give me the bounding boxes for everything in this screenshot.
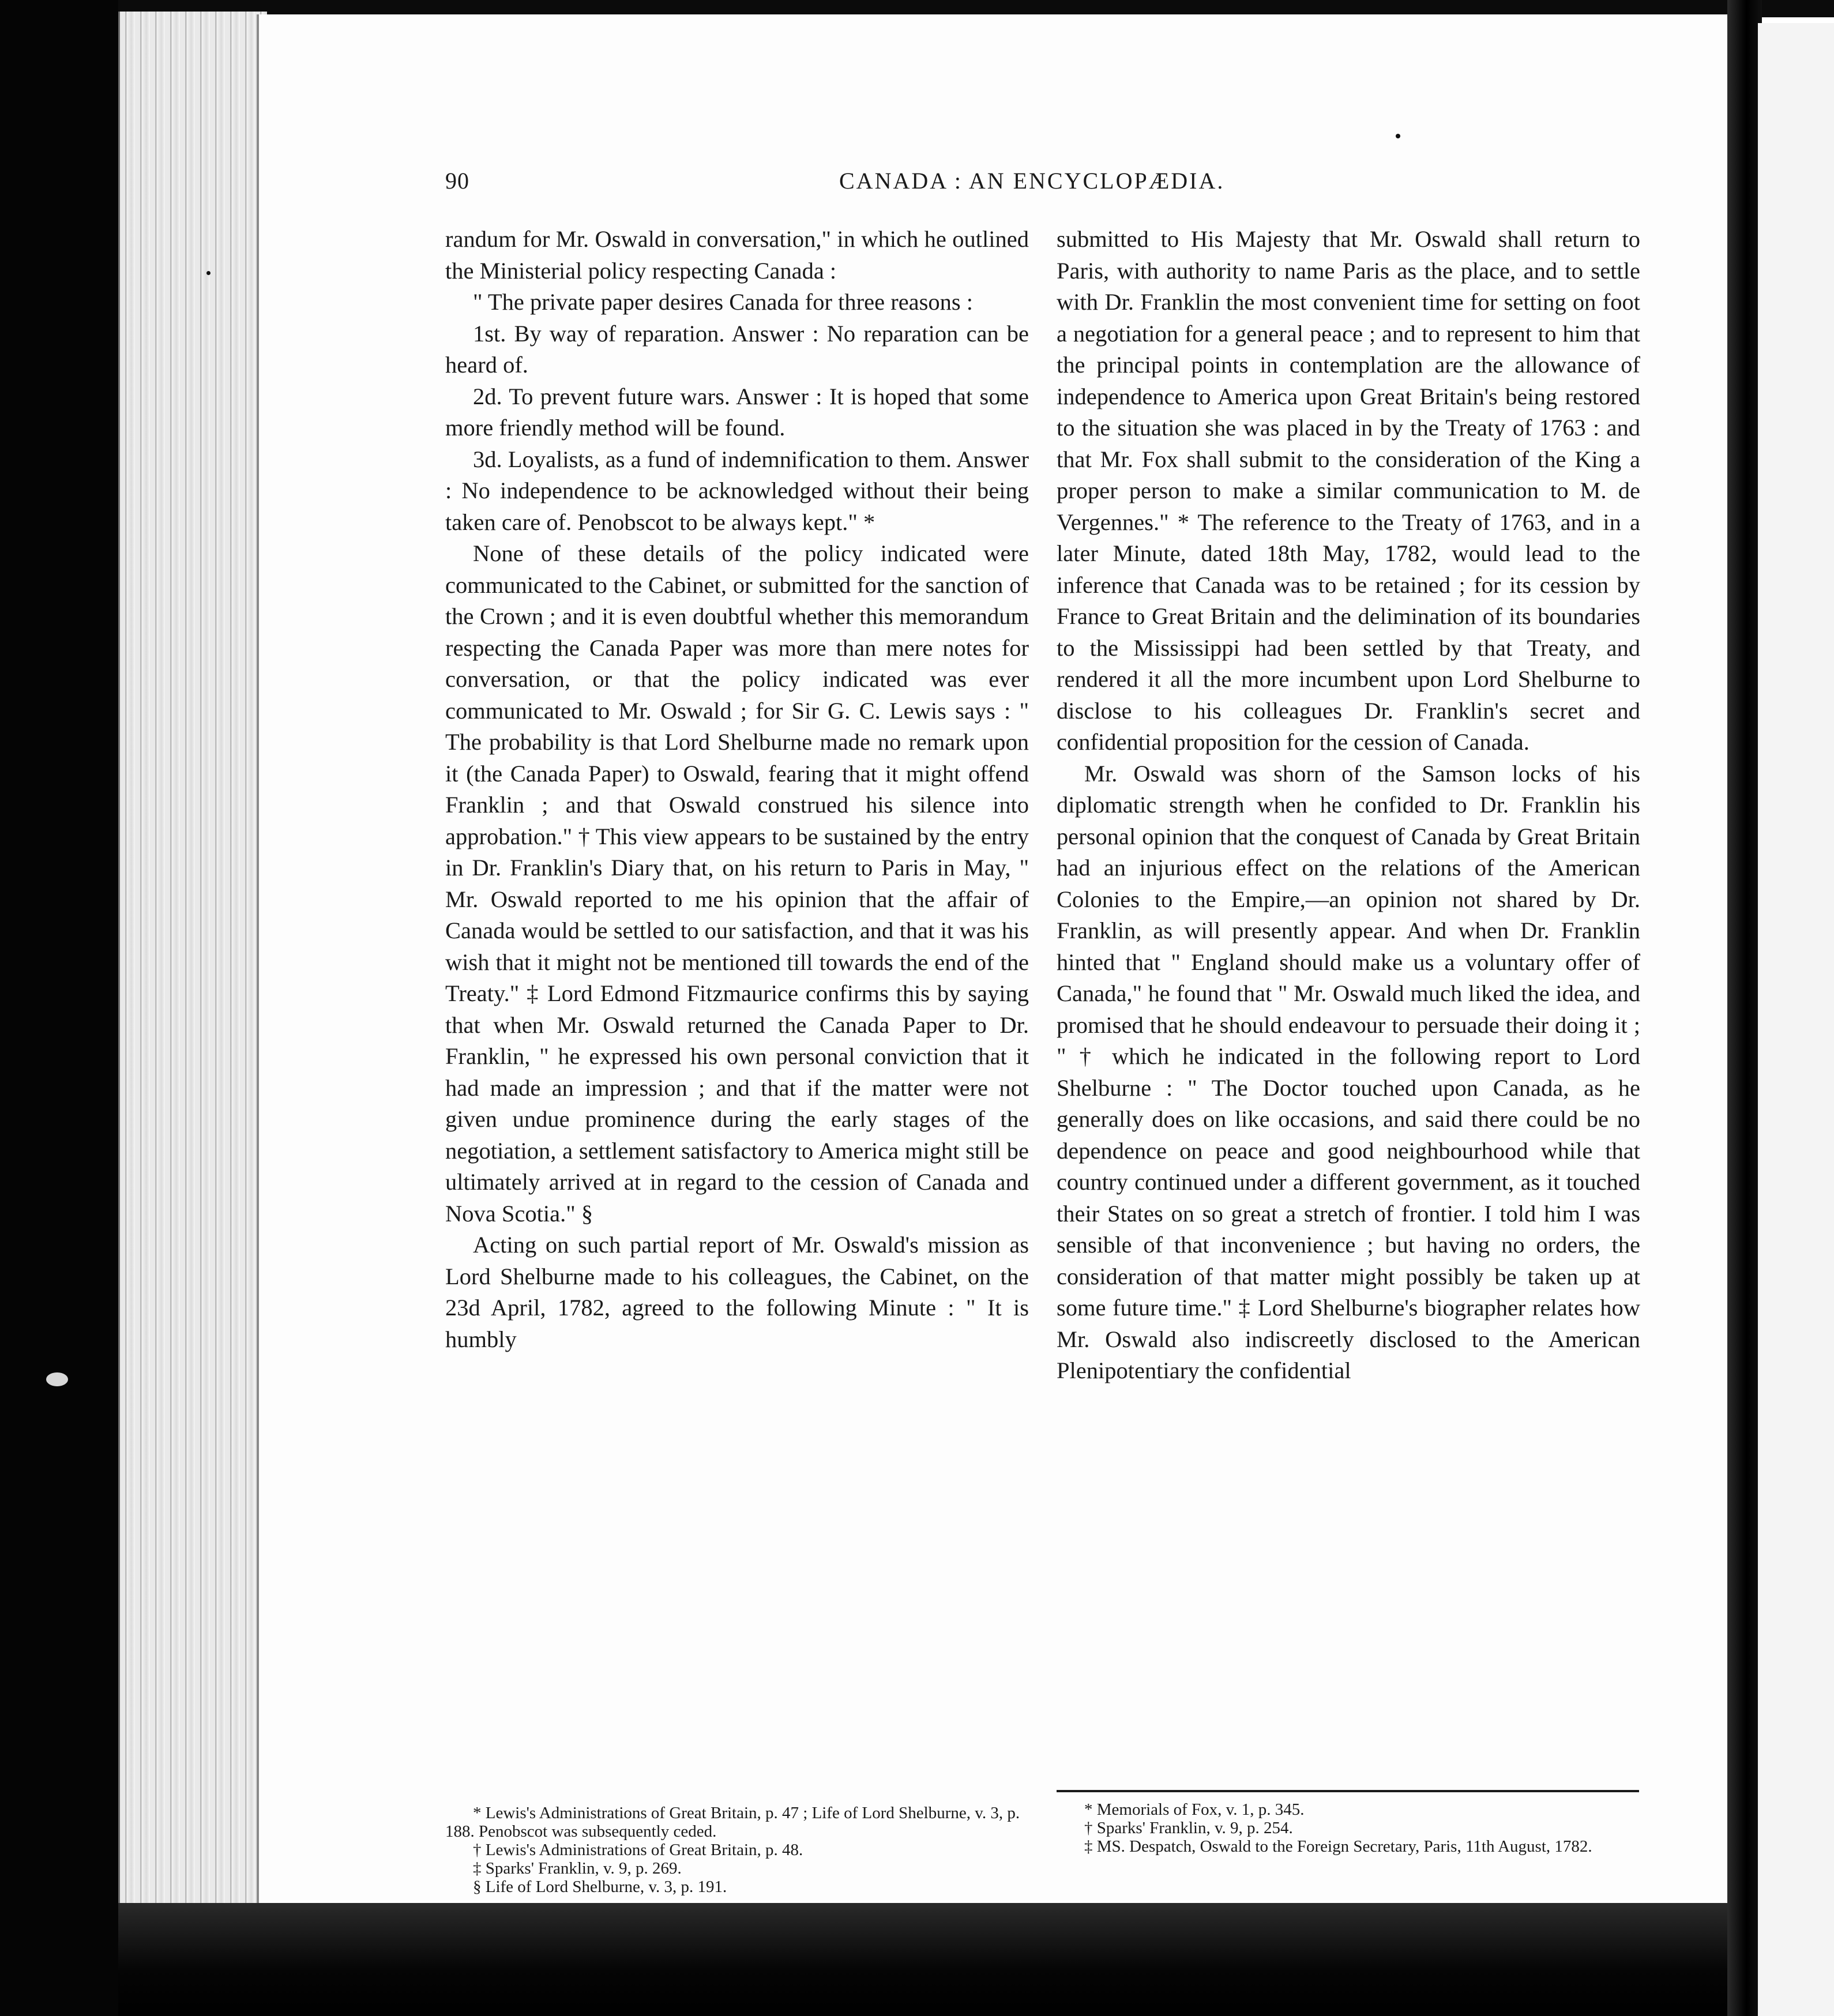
footnote: § Life of Lord Shelburne, v. 3, p. 191. [473,1878,727,1896]
paragraph: Mr. Oswald was shorn of the Samson locks of his diplomatic strength when he confided to Dr. Franklin his personal opinion that the conquest of Canada by Great Britain had an injurious effect on the relations of the American Colonies to the Empire,—an opinion not shared by Dr. Franklin, as will presently appear. And when Dr. Franklin hinted that " England should make us a voluntary offer of Canada," he found that " Mr. Oswald much liked the idea, and promised that he should endeavour to persuade their doing it ; " † which he indicated in the following report to Lord Shelburne : " The Doctor touched upon Canada, as he generally does on like occasions, and said there could be no dependence on peace and good neighbourhood while that country continued under a different government, as it touched their States on so great a stretch of frontier. I told him I was sensible of that inconvenience ; but having no orders, the consideration of that matter might possibly be taken up at some future time." ‡ Lord Shelburne's biographer relates how Mr. Oswald also indiscreetly disclosed to the American Plenipotentiary the confidential [1057,760,1640,1383]
left-text-column [445,224,1029,1355]
paragraph: 3d. Loyalists, as a fund of indemnification to them. Answer : No independence to be acknowledged without their being taken care of. Penobscot to be always kept." * [445,446,1029,535]
running-head: CANADA : AN ENCYCLOPÆDIA. [839,168,1225,194]
footnote: * Lewis's Administrations of Great Britain, p. 47 ; Life of Lord Shelburne, v. 3, p. 188. Penobscot was subsequently ceded. [445,1804,1020,1841]
paragraph: randum for Mr. Oswald in conversation," in which he outlined the Ministerial policy respecting Canada : [445,226,1029,284]
right-text-column [1057,224,1640,1387]
paragraph: None of these details of the policy indicated were communicated to the Cabinet, or submitted for the sanction of the Crown ; and it is even doubtful whether this memorandum respecting the Canada Paper was more than mere notes for conversation, or that the policy indicated was ever communicated to Mr. Oswald ; for Sir G. C. Lewis says : " The probability is that Lord Shelburne made no remark upon it (the Canada Paper) to Oswald, fearing that it might offend Franklin ; and that Oswald construed his silence into approbation." † This view appears to be sustained by the entry in Dr. Franklin's Diary that, on his return to Paris in May, " Mr. Oswald reported to me his opinion that the affair of Canada would be settled to our satisfaction, and that it was his wish that it might not be mentioned till towards the end of the Treaty." ‡ Lord Edmond Fitzmaurice confirms this by saying that when Mr. Oswald returned the Canada Paper to Dr. Franklin, " he expressed his own personal conviction that it had made an impression ; and that if the matter were not given undue prominence during the early stages of the negotiation, a settlement satisfactory to America might still be ultimately arrived at in regard to the cession of Canada and Nova Scotia." § [445,540,1029,1227]
footnote: ‡ Sparks' Franklin, v. 9, p. 269. [473,1859,682,1878]
dust-speck [46,1372,68,1386]
page-number: 90 [445,168,469,194]
footnote: † Sparks' Franklin, v. 9, p. 254. [1084,1819,1293,1837]
dust-speck [1396,134,1400,138]
footnote: * Memorials of Fox, v. 1, p. 345. [1084,1800,1305,1819]
right-footnotes [1057,1800,1640,1856]
scan-bottom-border [118,1903,1727,2016]
footnote-rule [1057,1790,1639,1792]
scan-left-border [0,0,118,2016]
dust-speck [206,271,211,275]
footnote: † Lewis's Administrations of Great Britain, p. 48. [473,1841,803,1859]
paragraph: " The private paper desires Canada for three reasons : [473,289,974,315]
book-gutter [1727,0,1762,2016]
book-page-edges [118,12,267,1909]
paragraph: 2d. To prevent future wars. Answer : It is hoped that some more friendly method will be found. [445,383,1029,441]
footnote: ‡ MS. Despatch, Oswald to the Foreign Secretary, Paris, 11th August, 1782. [1084,1837,1592,1856]
paragraph: 1st. By way of reparation. Answer : No reparation can be heard of. [445,320,1029,378]
paragraph: Acting on such partial report of Mr. Oswald's mission as Lord Shelburne made to his colleagues, the Cabinet, on the 23d April, 1782, agreed to the following Minute : " It is humbly [445,1232,1029,1352]
left-footnotes [445,1804,1029,1896]
paragraph: submitted to His Majesty that Mr. Oswald shall return to Paris, with authority to name Paris as the place, and to settle with Dr. Franklin the most convenient time for setting on foot a negotiation for a general peace ; and to represent to him that the principal points in contemplation are the allowance of independence to America upon Great Britain's being restored to the situation she was placed in by the Treaty of 1763 : and that Mr. Fox shall submit to the consideration of the King a proper person to make a similar communication to M. de Vergennes." * The reference to the Treaty of 1763, and in a later Minute, dated 18th May, 1782, would lead to the inference that Canada was to be retained ; for its cession by France to Great Britain and the delimination of its boundaries to the Mississippi had been settled by that Treaty, and rendered it all the more incumbent upon Lord Shelburne to disclose to his colleagues Dr. Franklin's secret and confidential proposition for the cession of Canada. [1057,226,1640,755]
facing-page-edge [1758,23,1834,2016]
